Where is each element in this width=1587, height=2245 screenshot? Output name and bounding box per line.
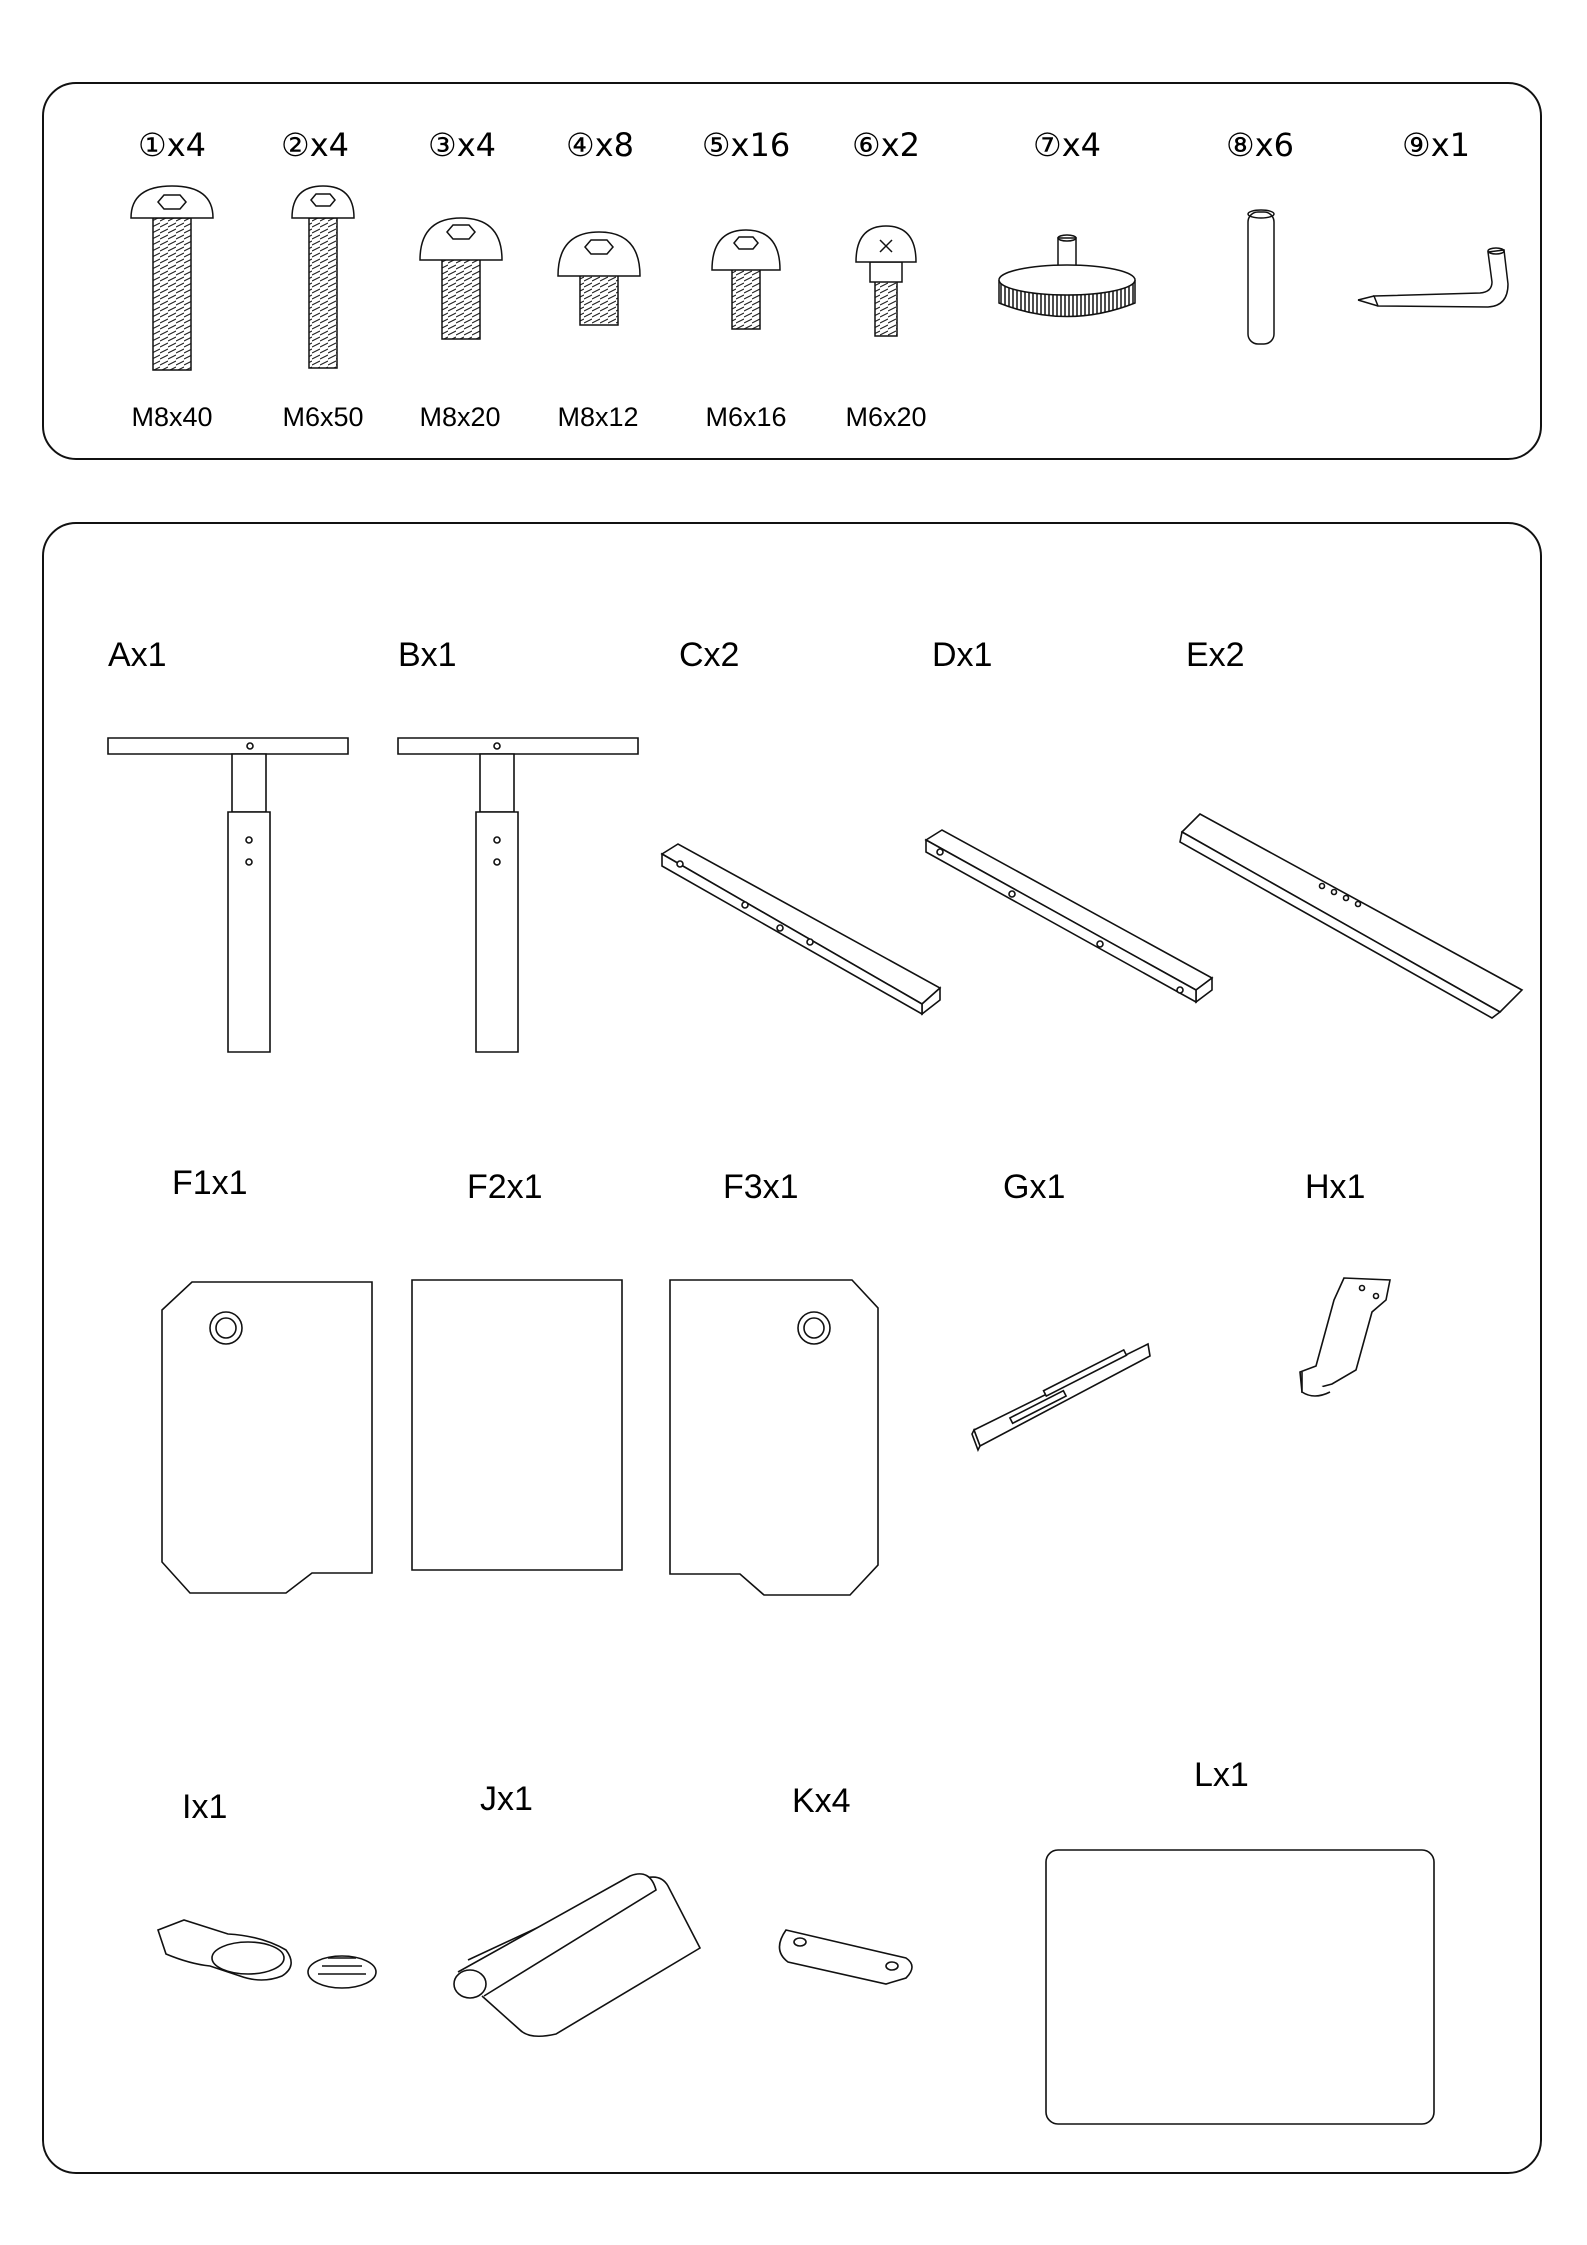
leg-frame-a-icon — [108, 738, 348, 1052]
hardware-size-5: M6x16 — [705, 402, 787, 432]
foot-bar-e-icon — [1180, 814, 1522, 1018]
part-label-f2: F2x1 — [467, 1168, 543, 1206]
part-label-e: Ex2 — [1186, 636, 1245, 674]
part-label-b: Bx1 — [398, 636, 457, 674]
part-label-c: Cx2 — [679, 636, 740, 674]
hardware-size-2: M6x50 — [282, 402, 364, 432]
part-label-f1: F1x1 — [172, 1164, 248, 1202]
part-label-f3: F3x1 — [723, 1168, 799, 1206]
crossbar-d-icon — [926, 830, 1212, 1002]
leg-frame-b-icon — [398, 738, 638, 1052]
part-label-a: Ax1 — [108, 636, 167, 674]
cable-clip-i-icon — [158, 1920, 376, 1988]
part-label-h: Hx1 — [1305, 1168, 1366, 1206]
hardware-label-7: ⑦x4 — [1033, 126, 1101, 164]
hardware-label-1: ①x4 — [138, 126, 206, 164]
mouse-pad-l-icon — [1046, 1850, 1434, 2124]
hardware-label-9: ⑨x1 — [1402, 126, 1470, 164]
hardware-size-1: M8x40 — [131, 402, 213, 432]
part-label-i: Ix1 — [182, 1788, 228, 1826]
tabletop-right-f3-icon — [670, 1280, 878, 1595]
hook-bracket-h-icon — [1300, 1278, 1390, 1396]
hardware-size-3: M8x20 — [419, 402, 501, 432]
part-label-g: Gx1 — [1003, 1168, 1066, 1206]
hardware-size-6: M6x20 — [845, 402, 927, 432]
hardware-size-4: M8x12 — [557, 402, 639, 432]
connector-plate-k-icon — [779, 1930, 912, 1984]
bracket-plate-g-icon — [972, 1344, 1150, 1450]
hardware-label-8: ⑧x6 — [1226, 126, 1294, 164]
rolled-sheet-j-icon — [454, 1874, 700, 2036]
hardware-label-3: ③x4 — [428, 126, 496, 164]
hardware-label-5: ⑤x16 — [701, 126, 791, 164]
hardware-label-4: ④x8 — [566, 126, 634, 164]
tabletop-middle-f2-icon — [412, 1280, 622, 1570]
tabletop-left-f1-icon — [162, 1282, 372, 1593]
part-label-d: Dx1 — [932, 636, 993, 674]
part-label-l: Lx1 — [1194, 1756, 1249, 1794]
part-label-j: Jx1 — [480, 1780, 533, 1818]
crossbar-c-icon — [662, 844, 940, 1014]
hardware-label-6: ⑥x2 — [852, 126, 920, 164]
hardware-label-2: ②x4 — [281, 126, 349, 164]
part-label-k: Kx4 — [792, 1782, 851, 1820]
